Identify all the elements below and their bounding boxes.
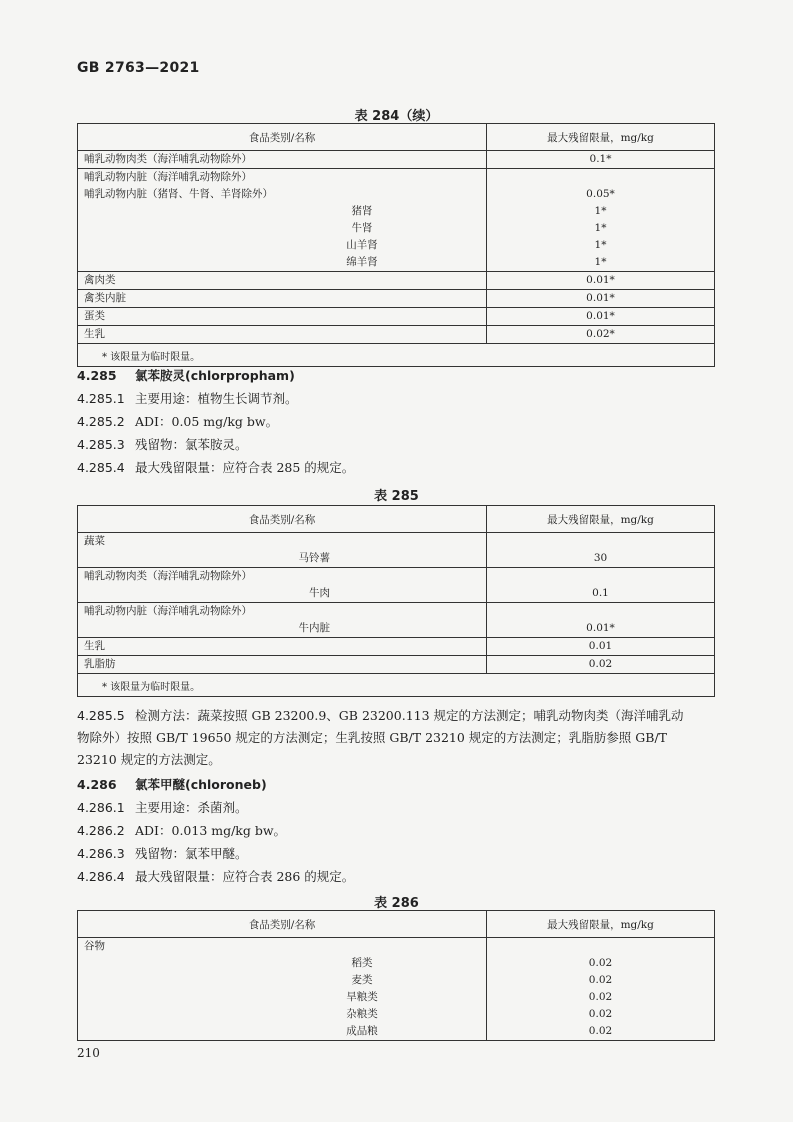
cell-value: 1* xyxy=(594,239,607,251)
cell-name: 蛋类 xyxy=(84,310,105,322)
cell-name: 生乳 xyxy=(84,640,105,652)
cell-value: 0.02 xyxy=(588,1025,613,1037)
cell-value: 1* xyxy=(594,222,607,234)
col-header-name: 食品类别/名称 xyxy=(78,124,487,151)
table-row xyxy=(78,938,715,1041)
page-header: GB 2763—2021 xyxy=(77,60,200,76)
table-286 xyxy=(77,910,715,1041)
clause-number: 4.286.2 xyxy=(77,823,125,838)
clause-text-line2: 物除外）按照 GB/T 19650 规定的方法测定；生乳按照 GB/T 23210 规定的方法测定；乳脂肪参照 GB/T xyxy=(77,730,668,745)
cell-value xyxy=(493,603,708,620)
cell-name: 哺乳动物内脏（海洋哺乳动物除外） xyxy=(84,605,252,617)
cell-value xyxy=(493,169,708,186)
clause-text: 主要用途：植物生长调节剂。 xyxy=(135,391,298,406)
clause-number: 4.286.3 xyxy=(77,846,125,861)
clause-text: 最大残留限量：应符合表 286 的规定。 xyxy=(135,869,355,884)
cell-value: 0.05* xyxy=(586,188,615,200)
cell-value: 0.02 xyxy=(588,974,613,986)
clause-number: 4.285.5 xyxy=(77,708,125,723)
cell-value: 30 xyxy=(593,552,608,564)
page-number: 210 xyxy=(77,1046,100,1060)
clause-text: 最大残留限量：应符合表 285 的规定。 xyxy=(135,460,355,475)
table-286-caption: 表 286 xyxy=(374,896,419,911)
col-header-limit: 最大残留限量，mg/kg xyxy=(487,911,715,938)
section-number: 4.285 xyxy=(77,368,117,383)
cell-name: 禽肉类 xyxy=(84,274,116,286)
clause-text: ADI：0.05 mg/kg bw。 xyxy=(135,414,279,429)
cell-value: 0.02 xyxy=(588,1008,613,1020)
clause-number: 4.285.1 xyxy=(77,391,125,406)
table-row xyxy=(78,568,715,603)
cell-name: 蔬菜 xyxy=(84,535,105,547)
table-284-caption: 表 284（续） xyxy=(354,109,439,124)
clause-text: 残留物：氯苯甲醚。 xyxy=(135,846,248,861)
cell-value: 0.1 xyxy=(592,587,609,599)
cell-value: 0.02 xyxy=(588,957,613,969)
col-header-limit: 最大残留限量，mg/kg xyxy=(487,124,715,151)
cell-name: 生乳 xyxy=(84,328,105,340)
cell-value xyxy=(493,568,708,585)
cell-name: 哺乳动物肉类（海洋哺乳动物除外） xyxy=(84,570,252,582)
cell-name: 绵羊肾 xyxy=(346,256,378,268)
table-row xyxy=(78,326,715,344)
cell-value: 0.1* xyxy=(589,153,612,165)
clause-text: ADI：0.013 mg/kg bw。 xyxy=(135,823,287,838)
table-note: * 该限量为临时限量。 xyxy=(78,674,715,697)
cell-name: 旱粮类 xyxy=(346,991,378,1003)
cell-value: 1* xyxy=(594,205,607,217)
cell-name: 成品粮 xyxy=(346,1025,378,1037)
cell-name: 山羊肾 xyxy=(346,239,378,251)
cell-name: 哺乳动物内脏（猪肾、牛肾、羊肾除外） xyxy=(84,188,273,200)
cell-value: 1* xyxy=(594,256,607,268)
cell-value: 0.01 xyxy=(588,640,613,652)
clause-number: 4.285.2 xyxy=(77,414,125,429)
clause-number: 4.286.4 xyxy=(77,869,125,884)
cell-name: 哺乳动物肉类（海洋哺乳动物除外） xyxy=(84,153,252,165)
table-note: * 该限量为临时限量。 xyxy=(78,344,715,367)
table-284 xyxy=(77,123,715,367)
table-row xyxy=(78,638,715,656)
cell-name: 麦类 xyxy=(351,974,373,986)
cell-value: 0.02 xyxy=(588,991,613,1003)
cell-value: 0.01* xyxy=(586,292,615,304)
table-row xyxy=(78,169,715,272)
cell-value: 0.01* xyxy=(586,274,615,286)
table-row xyxy=(78,308,715,326)
clause-number: 4.286.1 xyxy=(77,800,125,815)
cell-name: 哺乳动物内脏（海洋哺乳动物除外） xyxy=(84,171,252,183)
clause-text: 残留物：氯苯胺灵。 xyxy=(135,437,248,452)
clause-number: 4.285.3 xyxy=(77,437,125,452)
cell-name: 稻类 xyxy=(351,957,373,969)
cell-value: 0.01* xyxy=(586,622,615,634)
clause-text: 主要用途：杀菌剂。 xyxy=(135,800,248,815)
cell-name: 杂粮类 xyxy=(346,1008,378,1020)
table-row xyxy=(78,656,715,674)
table-row xyxy=(78,151,715,169)
cell-name: 猪肾 xyxy=(351,205,373,217)
cell-value: 0.02 xyxy=(588,658,613,670)
col-header-limit: 最大残留限量，mg/kg xyxy=(487,506,715,533)
table-row xyxy=(78,290,715,308)
cell-value xyxy=(493,938,708,955)
table-row xyxy=(78,603,715,638)
table-row xyxy=(78,272,715,290)
table-285-caption: 表 285 xyxy=(374,489,419,504)
col-header-name: 食品类别/名称 xyxy=(78,911,487,938)
cell-value: 0.02* xyxy=(586,328,615,340)
col-header-name: 食品类别/名称 xyxy=(78,506,487,533)
section-title: 氯苯甲醚(chloroneb) xyxy=(135,777,267,792)
section-number: 4.286 xyxy=(77,777,117,792)
clause-text-line1: 检测方法：蔬菜按照 GB 23200.9、GB 23200.113 规定的方法测定；哺乳动物肉类（海洋哺乳动 xyxy=(135,708,684,723)
cell-name: 牛肉 xyxy=(309,587,330,599)
table-row xyxy=(78,533,715,568)
section-title: 氯苯胺灵(chlorpropham) xyxy=(135,368,295,383)
clause-4-285-5 xyxy=(77,705,717,771)
clause-text-line3: 23210 规定的方法测定。 xyxy=(77,752,221,767)
cell-name: 禽类内脏 xyxy=(84,292,126,304)
cell-name: 牛肾 xyxy=(351,222,373,234)
cell-name: 牛内脏 xyxy=(298,622,330,634)
cell-name: 谷物 xyxy=(84,940,105,952)
table-285 xyxy=(77,505,715,697)
clause-number: 4.285.4 xyxy=(77,460,125,475)
cell-value xyxy=(493,533,708,550)
cell-name: 乳脂肪 xyxy=(84,658,116,670)
cell-value: 0.01* xyxy=(586,310,615,322)
cell-name: 马铃薯 xyxy=(298,552,330,564)
